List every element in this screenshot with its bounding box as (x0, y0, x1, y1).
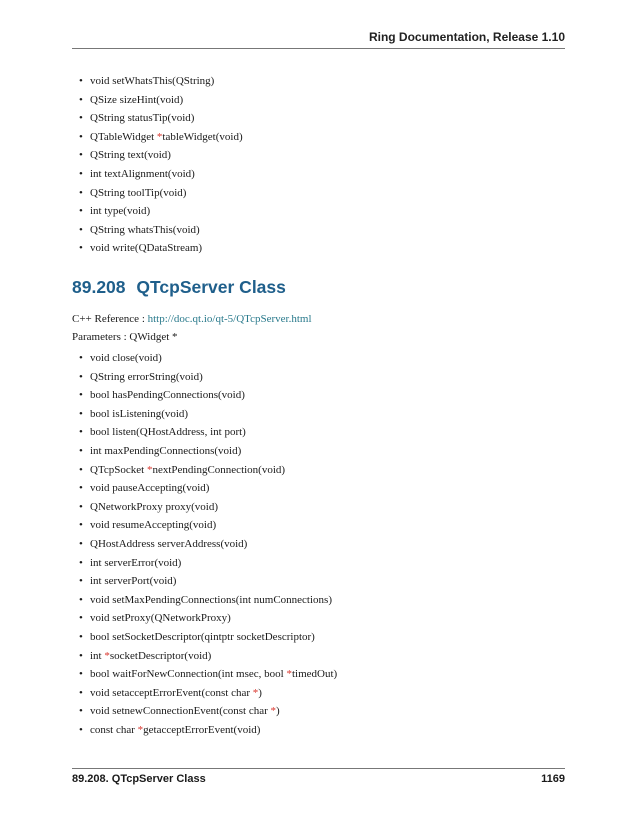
method-signature-text: QString toolTip(void) (90, 186, 187, 199)
list-item (90, 721, 337, 740)
method-signature-text: int textAlignment(void) (90, 167, 195, 180)
header-divider (72, 48, 565, 49)
list-item (90, 165, 243, 184)
pointer-asterisk: * (146, 463, 153, 476)
list-item (90, 665, 337, 684)
method-signature-text: int (90, 649, 105, 662)
method-signature-text: bool hasPendingConnections(void) (90, 389, 245, 402)
method-signature-text: void pauseAccepting(void) (90, 482, 210, 495)
method-signature-text: const char (90, 723, 138, 736)
method-signature-text: tableWidget(void) (162, 130, 243, 143)
method-signature-text: QString statusTip(void) (90, 112, 195, 125)
method-signature-text: void setMaxPendingConnections(int numConnections) (90, 593, 332, 606)
list-item (90, 554, 337, 573)
method-signature-text: void setacceptErrorEvent(const char (90, 686, 253, 699)
footer-divider (72, 768, 565, 769)
list-item (90, 184, 243, 203)
list-item (90, 461, 337, 480)
list-item (90, 609, 337, 628)
list-item (90, 498, 337, 517)
method-signature-text: void resumeAccepting(void) (90, 519, 217, 532)
list-item (90, 423, 337, 442)
method-signature-text: QSize sizeHint(void) (90, 93, 184, 106)
list-item (90, 405, 337, 424)
list-item (90, 702, 337, 721)
method-signature-text: void close(void) (90, 352, 162, 364)
list-item (90, 239, 243, 258)
pointer-asterisk: * (104, 649, 110, 662)
method-signature-text: int type(void) (90, 205, 151, 218)
method-signature-text: bool listen(QHostAddress, int port) (90, 426, 246, 439)
method-signature-text: QString text(void) (90, 149, 171, 162)
section-title-text: QTcpServer Class (136, 277, 286, 297)
method-signature-text: QString whatsThis(void) (90, 223, 200, 236)
method-signature-text: bool isListening(void) (90, 407, 189, 420)
method-signature-text: int maxPendingConnections(void) (90, 444, 242, 457)
cpp-reference-link[interactable]: http://doc.qt.io/qt-5/QTcpServer.html (147, 313, 312, 325)
footer-section-ref: 89.208. QTcpServer Class (72, 773, 206, 785)
list-item (90, 684, 337, 703)
method-signature-text: ) (258, 686, 262, 699)
method-signature-text: timedOut) (291, 668, 338, 681)
method-signature-text: void write(QDataStream) (90, 242, 203, 255)
list-item (90, 91, 243, 110)
list-item (90, 572, 337, 591)
list-item (90, 647, 337, 666)
list-item (90, 72, 243, 91)
pointer-asterisk: * (286, 668, 292, 681)
list-item (90, 628, 337, 647)
list-item (90, 516, 337, 535)
section-number: 89.208 (72, 277, 126, 297)
method-signature-text: void setWhatsThis(QString) (90, 75, 215, 87)
method-signature-text: bool waitForNewConnection(int msec, bool (90, 668, 287, 681)
method-signature-text: void setnewConnectionEvent(const char (90, 705, 271, 718)
method-list-qtcpserver (90, 349, 337, 739)
method-signature-text: QNetworkProxy proxy(void) (90, 500, 219, 513)
pointer-asterisk: * (156, 130, 163, 143)
pointer-asterisk: * (270, 705, 277, 718)
pointer-asterisk: * (252, 686, 259, 699)
list-item (90, 479, 337, 498)
cpp-reference-label: C++ Reference : (72, 313, 148, 325)
method-signature-text: QHostAddress serverAddress(void) (90, 537, 248, 550)
list-item (90, 221, 243, 240)
method-signature-text: getacceptErrorEvent(void) (143, 723, 261, 736)
method-signature-text: ) (276, 705, 280, 718)
list-item (90, 591, 337, 610)
list-item (90, 386, 337, 405)
section-heading (72, 277, 286, 298)
pointer-asterisk: * (137, 723, 144, 736)
list-item (90, 109, 243, 128)
list-item (90, 442, 337, 461)
method-signature-text: QTableWidget (90, 130, 157, 143)
method-signature-text: socketDescriptor(void) (109, 649, 212, 662)
method-signature-text: void setProxy(QNetworkProxy) (90, 612, 231, 625)
method-signature-text: bool setSocketDescriptor(qintptr socketDescriptor) (90, 630, 315, 643)
method-signature-text: int serverError(void) (90, 556, 182, 569)
list-item (90, 349, 337, 368)
method-signature-text: nextPendingConnection(void) (152, 463, 286, 476)
parameters-line: Parameters : QWidget * (72, 331, 178, 343)
list-item (90, 535, 337, 554)
page-header-title: Ring Documentation, Release 1.10 (368, 30, 565, 44)
list-item (90, 128, 243, 147)
list-item (90, 146, 243, 165)
method-signature-text: QString errorString(void) (90, 370, 203, 383)
list-item (90, 202, 243, 221)
method-signature-text: int serverPort(void) (90, 575, 177, 588)
method-signature-text: QTcpSocket (90, 463, 147, 476)
method-list-previous-class (90, 72, 243, 258)
cpp-reference-line (72, 313, 312, 325)
footer-page-number: 1169 (541, 773, 565, 785)
list-item (90, 368, 337, 387)
